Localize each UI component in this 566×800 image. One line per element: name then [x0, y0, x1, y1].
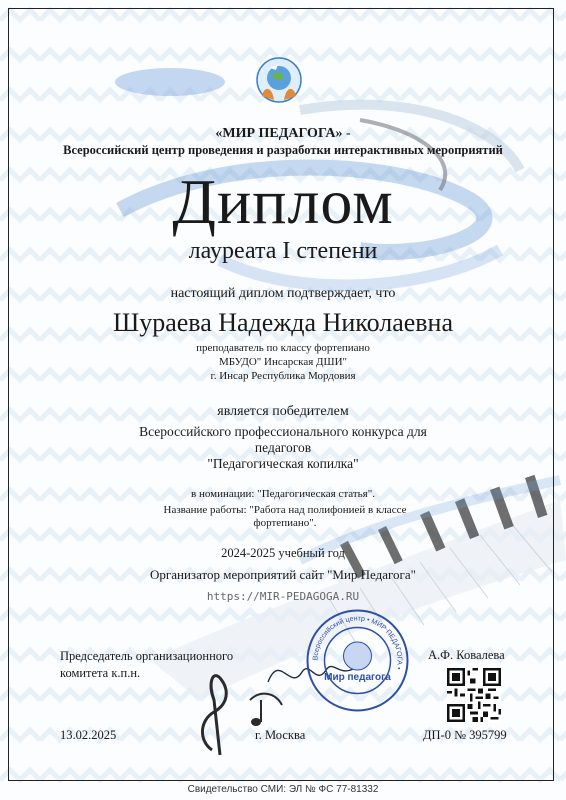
- organization-name: «МИР ПЕДАГОГА» -: [215, 126, 351, 141]
- signer-name: А.Ф. Ковалева: [428, 648, 505, 662]
- media-certificate: Свидетельство СМИ: ЭЛ № ФС 77-81332: [187, 784, 379, 795]
- work-title-line-1: Название работы: "Работа над полифонией в классе: [163, 504, 407, 516]
- qr-code[interactable]: [447, 668, 501, 722]
- contest-line-1: Всероссийского профессионального конкурса для: [139, 424, 427, 439]
- nomination: в номинации: "Педагогическая статья".: [191, 488, 375, 500]
- confirmation-text: настоящий диплом подтверждает, что: [170, 286, 396, 301]
- contest-line-2: педагогов: [254, 440, 312, 455]
- mir-pedagoga-logo: [250, 56, 308, 120]
- website-url: https://MIR-PEDAGOGA.RU: [206, 590, 360, 603]
- stamp-brand: Мир педагога: [324, 672, 391, 683]
- chair-line-2: комитета к.п.н.: [60, 666, 141, 680]
- organization-stamp: [305, 608, 410, 713]
- recipient-name: Шураева Надежда Николаевна: [112, 308, 454, 337]
- recipient-city: г. Инсар Республика Мордовия: [210, 370, 356, 382]
- work-title-line-2: фортепиано".: [253, 517, 317, 529]
- academic-year: 2024-2025 учебный год: [221, 546, 345, 560]
- winner-statement: является победителем: [217, 404, 349, 419]
- issue-place: г. Москва: [255, 728, 306, 742]
- issue-date: 13.02.2025: [60, 728, 117, 742]
- stamp-ring-text: Всероссийский центр • МИР ПЕДАГОГА •: [312, 615, 403, 671]
- document-number: ДП-0 № 395799: [423, 728, 507, 742]
- diploma-title: Диплом: [172, 166, 394, 237]
- recipient-school: МБУДО" Инсарская ДШИ": [218, 356, 348, 368]
- work-title: [140, 504, 430, 530]
- degree-subtitle: лауреата I степени: [188, 238, 378, 264]
- organizer: Организатор мероприятий сайт "Мир Педагога": [150, 567, 416, 582]
- center-description: Всероссийский центр проведения и разработки интерактивных мероприятий: [63, 143, 503, 157]
- contest-line-3: "Педагогическая копилка": [207, 456, 359, 471]
- contest-name: [120, 424, 446, 472]
- recipient-position: преподаватель по классу фортепиано: [196, 342, 370, 354]
- chair-line-1: Председатель организационного: [60, 649, 234, 663]
